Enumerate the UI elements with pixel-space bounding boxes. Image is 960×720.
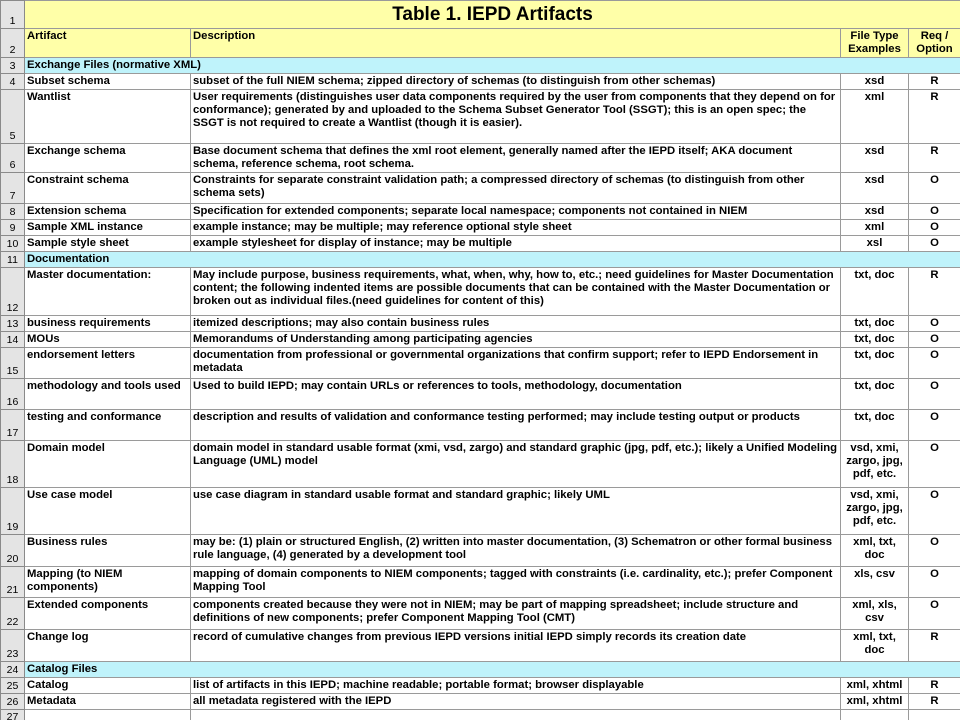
file-type-cell[interactable]: vsd, xmi, zargo, jpg, pdf, etc. xyxy=(841,488,909,535)
section-exchange-files[interactable]: Exchange Files (normative XML) xyxy=(25,58,960,74)
description-cell[interactable]: example instance; may be multiple; may reference optional style sheet xyxy=(191,220,841,236)
artifact-cell[interactable]: business requirements xyxy=(25,316,191,332)
table-row xyxy=(1,173,960,204)
req-cell[interactable]: R xyxy=(909,144,960,173)
description-cell[interactable]: may be: (1) plain or structured English, (2) written into master documentation, (3) Schematron or other formal business rule language, (4) generated by a development tool xyxy=(191,535,841,567)
section-catalog-files[interactable]: Catalog Files xyxy=(25,662,960,678)
table-row xyxy=(1,694,960,710)
table-row xyxy=(1,204,960,220)
file-type-cell[interactable]: txt, doc xyxy=(841,332,909,348)
req-cell[interactable]: O xyxy=(909,348,960,379)
section-row xyxy=(1,252,960,268)
row-header[interactable]: 7 xyxy=(1,173,25,204)
column-header-description[interactable]: Description xyxy=(191,29,841,58)
description-cell[interactable]: Specification for extended components; separate local namespace; components not contained in NIEM xyxy=(191,204,841,220)
empty-cell[interactable] xyxy=(909,710,960,720)
file-type-cell[interactable]: xml, xhtml xyxy=(841,694,909,710)
description-cell[interactable]: Memorandums of Understanding among participating agencies xyxy=(191,332,841,348)
description-cell[interactable]: Used to build IEPD; may contain URLs or references to tools, methodology, documentation xyxy=(191,379,841,410)
row-header[interactable]: 17 xyxy=(1,410,25,441)
table-row xyxy=(1,332,960,348)
file-type-cell[interactable]: txt, doc xyxy=(841,348,909,379)
header-line: Examples xyxy=(848,43,901,55)
row-header[interactable]: 3 xyxy=(1,58,25,74)
row-header[interactable]: 14 xyxy=(1,332,25,348)
artifact-cell[interactable]: testing and conformance xyxy=(25,410,191,441)
row-header[interactable]: 24 xyxy=(1,662,25,678)
row-header[interactable]: 22 xyxy=(1,598,25,630)
table-row xyxy=(1,90,960,144)
req-cell[interactable]: R xyxy=(909,630,960,662)
file-type-cell[interactable]: xml, txt, doc xyxy=(841,630,909,662)
description-cell[interactable]: User requirements (distinguishes user data components required by the user from components that they depend on for conformance); generated by and uploaded to the Schema Subset Generator Tool (SSGT); this is an open spec; the SSGT is not required to create a Wantlist (though it is easier). xyxy=(191,90,841,144)
row-header[interactable]: 20 xyxy=(1,535,25,567)
req-cell[interactable]: O xyxy=(909,535,960,567)
artifact-cell[interactable]: Sample style sheet xyxy=(25,236,191,252)
artifact-cell[interactable]: Use case model xyxy=(25,488,191,535)
artifact-cell[interactable]: MOUs xyxy=(25,332,191,348)
file-type-cell[interactable]: xsl xyxy=(841,236,909,252)
file-type-cell[interactable]: xml, xls, csv xyxy=(841,598,909,630)
file-type-cell[interactable]: txt, doc xyxy=(841,379,909,410)
req-cell[interactable]: O xyxy=(909,410,960,441)
section-row xyxy=(1,662,960,678)
description-cell[interactable]: subset of the full NIEM schema; zipped directory of schemas (to distinguish from other schemas) xyxy=(191,74,841,90)
description-cell[interactable]: domain model in standard usable format (xmi, vsd, zargo) and standard graphic (jpg, pdf, etc.); likely a Unified Modeling Language (UML) model xyxy=(191,441,841,488)
file-type-cell[interactable]: xml xyxy=(841,90,909,144)
file-type-cell[interactable]: xml xyxy=(841,220,909,236)
row-header[interactable]: 23 xyxy=(1,630,25,662)
description-cell[interactable]: Constraints for separate constraint validation path; a compressed directory of schemas (to distinguish from other schema sets) xyxy=(191,173,841,204)
req-cell[interactable]: O xyxy=(909,567,960,598)
row-header[interactable]: 18 xyxy=(1,441,25,488)
table-row xyxy=(1,74,960,90)
file-type-cell[interactable]: xsd xyxy=(841,144,909,173)
req-cell[interactable]: R xyxy=(909,694,960,710)
column-header-req-option[interactable] xyxy=(909,29,960,58)
artifact-cell[interactable]: Mapping (to NIEM components) xyxy=(25,567,191,598)
table-row xyxy=(1,220,960,236)
table-row xyxy=(1,316,960,332)
artifact-cell[interactable]: Extension schema xyxy=(25,204,191,220)
req-cell[interactable]: O xyxy=(909,379,960,410)
row-header[interactable]: 11 xyxy=(1,252,25,268)
column-header-artifact[interactable]: Artifact xyxy=(25,29,191,58)
table-row xyxy=(1,535,960,567)
row-header[interactable]: 9 xyxy=(1,220,25,236)
file-type-cell[interactable]: txt, doc xyxy=(841,410,909,441)
row-header[interactable]: 16 xyxy=(1,379,25,410)
empty-cell[interactable] xyxy=(191,710,841,720)
description-cell[interactable]: example stylesheet for display of instance; may be multiple xyxy=(191,236,841,252)
header-row xyxy=(1,29,960,58)
file-type-cell[interactable]: xls, csv xyxy=(841,567,909,598)
empty-cell[interactable] xyxy=(841,710,909,720)
description-cell[interactable]: May include purpose, business requirements, what, when, why, how to, etc.; need guidelines for Master Documentation content; the following indented items are possible documents that can be contained with the Master Documentation or broken out as individual files.(need guidelines for content of this) xyxy=(191,268,841,316)
table-row xyxy=(1,598,960,630)
description-cell[interactable]: documentation from professional or governmental organizations that confirm support; refer to IEPD Endorsement in metadata xyxy=(191,348,841,379)
file-type-cell[interactable]: xml, xhtml xyxy=(841,678,909,694)
header-line: File Type xyxy=(850,30,899,42)
row-header[interactable]: 5 xyxy=(1,90,25,144)
table-row xyxy=(1,488,960,535)
table-row xyxy=(1,630,960,662)
table-row xyxy=(1,236,960,252)
description-cell[interactable]: all metadata registered with the IEPD xyxy=(191,694,841,710)
artifact-cell[interactable]: Sample XML instance xyxy=(25,220,191,236)
table-row xyxy=(1,567,960,598)
table-row xyxy=(1,410,960,441)
req-cell[interactable]: O xyxy=(909,236,960,252)
description-cell[interactable]: record of cumulative changes from previous IEPD versions initial IEPD simply records its creation date xyxy=(191,630,841,662)
table-title[interactable]: Table 1. IEPD Artifacts xyxy=(25,1,960,29)
file-type-cell[interactable]: vsd, xmi, zargo, jpg, pdf, etc. xyxy=(841,441,909,488)
column-header-file-type[interactable] xyxy=(841,29,909,58)
table-row xyxy=(1,144,960,173)
table-row-empty xyxy=(1,710,960,720)
row-header[interactable]: 19 xyxy=(1,488,25,535)
title-row xyxy=(1,1,960,29)
row-header[interactable]: 1 xyxy=(1,1,25,29)
artifact-cell[interactable]: Domain model xyxy=(25,441,191,488)
artifact-cell[interactable]: Constraint schema xyxy=(25,173,191,204)
req-cell[interactable]: O xyxy=(909,441,960,488)
req-cell[interactable]: R xyxy=(909,678,960,694)
file-type-cell[interactable]: txt, doc xyxy=(841,316,909,332)
req-cell[interactable]: O xyxy=(909,332,960,348)
description-cell[interactable]: components created because they were not in NIEM; may be part of mapping spreadsheet; include structure and definitions of new components; prefer Component Mapping Tool (CMT) xyxy=(191,598,841,630)
artifact-cell[interactable]: Extended components xyxy=(25,598,191,630)
row-header[interactable]: 2 xyxy=(1,29,25,58)
description-cell[interactable]: itemized descriptions; may also contain business rules xyxy=(191,316,841,332)
req-cell[interactable]: O xyxy=(909,598,960,630)
description-cell[interactable]: description and results of validation and conformance testing performed; may include testing output or products xyxy=(191,410,841,441)
file-type-cell[interactable]: xsd xyxy=(841,173,909,204)
row-header[interactable]: 13 xyxy=(1,316,25,332)
row-header[interactable]: 15 xyxy=(1,348,25,379)
req-cell[interactable]: R xyxy=(909,268,960,316)
description-cell[interactable]: mapping of domain components to NIEM components; tagged with constraints (i.e. cardinality, etc.); prefer Component Mapping Tool xyxy=(191,567,841,598)
row-header[interactable]: 25 xyxy=(1,678,25,694)
row-header[interactable]: 27 xyxy=(1,710,25,720)
req-cell[interactable]: R xyxy=(909,74,960,90)
artifact-cell[interactable]: Subset schema xyxy=(25,74,191,90)
table-row xyxy=(1,441,960,488)
table-row xyxy=(1,268,960,316)
table-row xyxy=(1,678,960,694)
req-cell[interactable]: O xyxy=(909,173,960,204)
file-type-cell[interactable]: xml, txt, doc xyxy=(841,535,909,567)
row-header[interactable]: 4 xyxy=(1,74,25,90)
section-documentation[interactable]: Documentation xyxy=(25,252,960,268)
row-header[interactable]: 6 xyxy=(1,144,25,173)
empty-cell[interactable] xyxy=(25,710,191,720)
table-row xyxy=(1,348,960,379)
file-type-cell[interactable]: txt, doc xyxy=(841,268,909,316)
description-cell[interactable]: list of artifacts in this IEPD; machine readable; portable format; browser displayable xyxy=(191,678,841,694)
req-cell[interactable]: O xyxy=(909,204,960,220)
file-type-cell[interactable]: xsd xyxy=(841,74,909,90)
row-header[interactable]: 26 xyxy=(1,694,25,710)
row-header[interactable]: 21 xyxy=(1,567,25,598)
artifact-cell[interactable]: Exchange schema xyxy=(25,144,191,173)
row-header[interactable]: 8 xyxy=(1,204,25,220)
req-cell[interactable]: R xyxy=(909,90,960,144)
artifact-cell[interactable]: Catalog xyxy=(25,678,191,694)
description-cell[interactable]: Base document schema that defines the xml root element, generally named after the IEPD itself; AKA document schema, reference schema, root schema. xyxy=(191,144,841,173)
table-row xyxy=(1,379,960,410)
artifact-cell[interactable]: Wantlist xyxy=(25,90,191,144)
req-cell[interactable]: O xyxy=(909,316,960,332)
header-line: Option xyxy=(916,43,953,55)
section-row xyxy=(1,58,960,74)
row-header[interactable]: 10 xyxy=(1,236,25,252)
artifact-cell[interactable]: methodology and tools used xyxy=(25,379,191,410)
artifact-cell[interactable]: Change log xyxy=(25,630,191,662)
req-cell[interactable]: O xyxy=(909,488,960,535)
req-cell[interactable]: O xyxy=(909,220,960,236)
artifact-cell[interactable]: Metadata xyxy=(25,694,191,710)
description-cell[interactable]: use case diagram in standard usable format and standard graphic; likely UML xyxy=(191,488,841,535)
file-type-cell[interactable]: xsd xyxy=(841,204,909,220)
row-header[interactable]: 12 xyxy=(1,268,25,316)
artifact-cell[interactable]: endorsement letters xyxy=(25,348,191,379)
artifact-cell[interactable]: Business rules xyxy=(25,535,191,567)
artifact-cell[interactable]: Master documentation: xyxy=(25,268,191,316)
header-line: Req / xyxy=(920,30,949,42)
